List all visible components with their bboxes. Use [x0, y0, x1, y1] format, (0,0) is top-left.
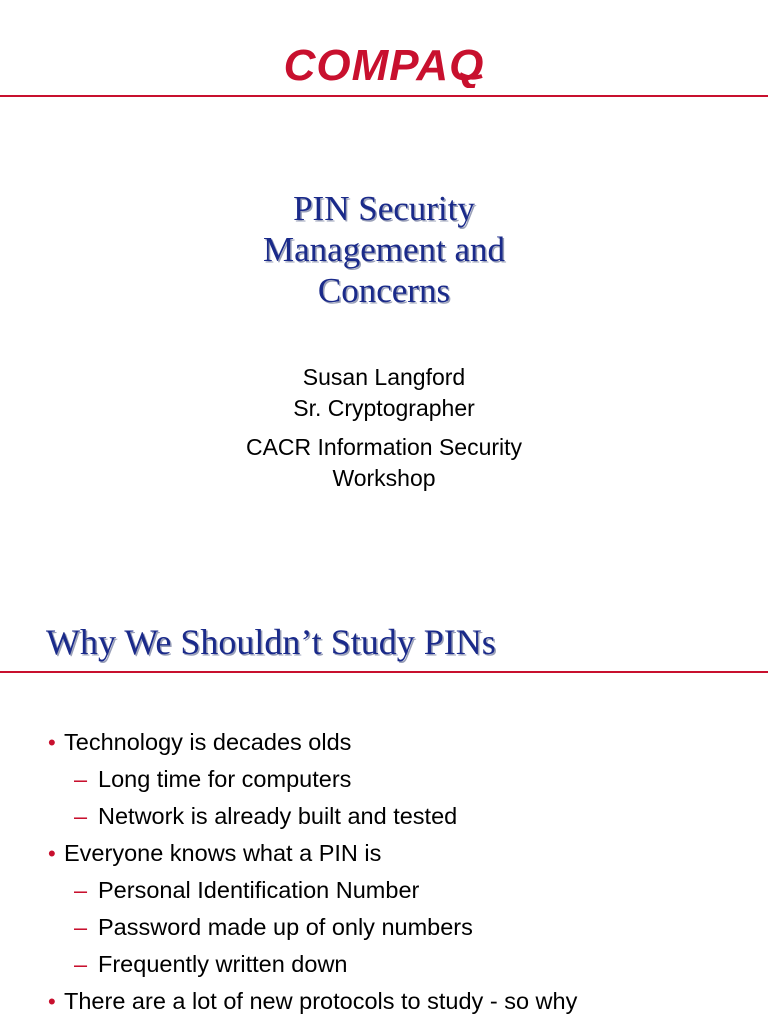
sub-bullet-item — [0, 872, 768, 909]
slide-title-line: Management and — [263, 230, 505, 269]
event-block — [0, 432, 768, 494]
title-divider — [0, 671, 768, 673]
compaq-logo-graphic — [264, 40, 504, 88]
bullet-text: Personal Identification Number — [98, 877, 420, 903]
sub-bullet-item — [0, 761, 768, 798]
bullet-dot-icon: • — [48, 841, 56, 866]
author-name: Susan Langford — [302, 364, 466, 390]
dash-icon: – — [74, 951, 88, 977]
content-slide-title: Why We Shouldn’t Study PINs — [46, 622, 496, 662]
bullet-text: Long time for computers — [98, 766, 352, 792]
content-slide — [0, 576, 768, 1024]
sub-bullet-item — [0, 798, 768, 835]
bullet-dot-icon: • — [48, 730, 56, 755]
header-divider — [0, 95, 768, 97]
dash-icon: – — [74, 766, 88, 792]
bullet-text: Frequently written down — [98, 951, 348, 977]
author-role: Sr. Cryptographer — [293, 395, 475, 421]
event-name-cont: Workshop — [332, 465, 436, 491]
author-block — [0, 362, 768, 424]
bullet-item — [0, 983, 768, 1020]
event-name: CACR Information Security — [245, 434, 523, 460]
slide-title — [0, 188, 768, 311]
logo-text: COMPAQ — [283, 41, 485, 88]
dash-icon: – — [74, 877, 88, 903]
bullet-text: Technology is decades olds — [64, 729, 352, 755]
bullet-text: Password made up of only numbers — [98, 914, 473, 940]
bullet-item — [0, 724, 768, 761]
bullet-list — [0, 724, 768, 1020]
compaq-logo — [0, 40, 768, 88]
bullet-text: Everyone knows what a PIN is — [64, 840, 382, 866]
bullet-text: There are a lot of new protocols to study - so why — [64, 988, 578, 1014]
bullet-text: Network is already built and tested — [98, 803, 458, 829]
sub-bullet-item — [0, 946, 768, 983]
slide-title-line: Concerns — [317, 271, 451, 310]
bullet-dot-icon: • — [48, 989, 56, 1014]
sub-bullet-item — [0, 909, 768, 946]
dash-icon: – — [74, 914, 88, 940]
bullet-item — [0, 835, 768, 872]
dash-icon: – — [74, 803, 88, 829]
slide-title-line: PIN Security — [293, 189, 475, 228]
